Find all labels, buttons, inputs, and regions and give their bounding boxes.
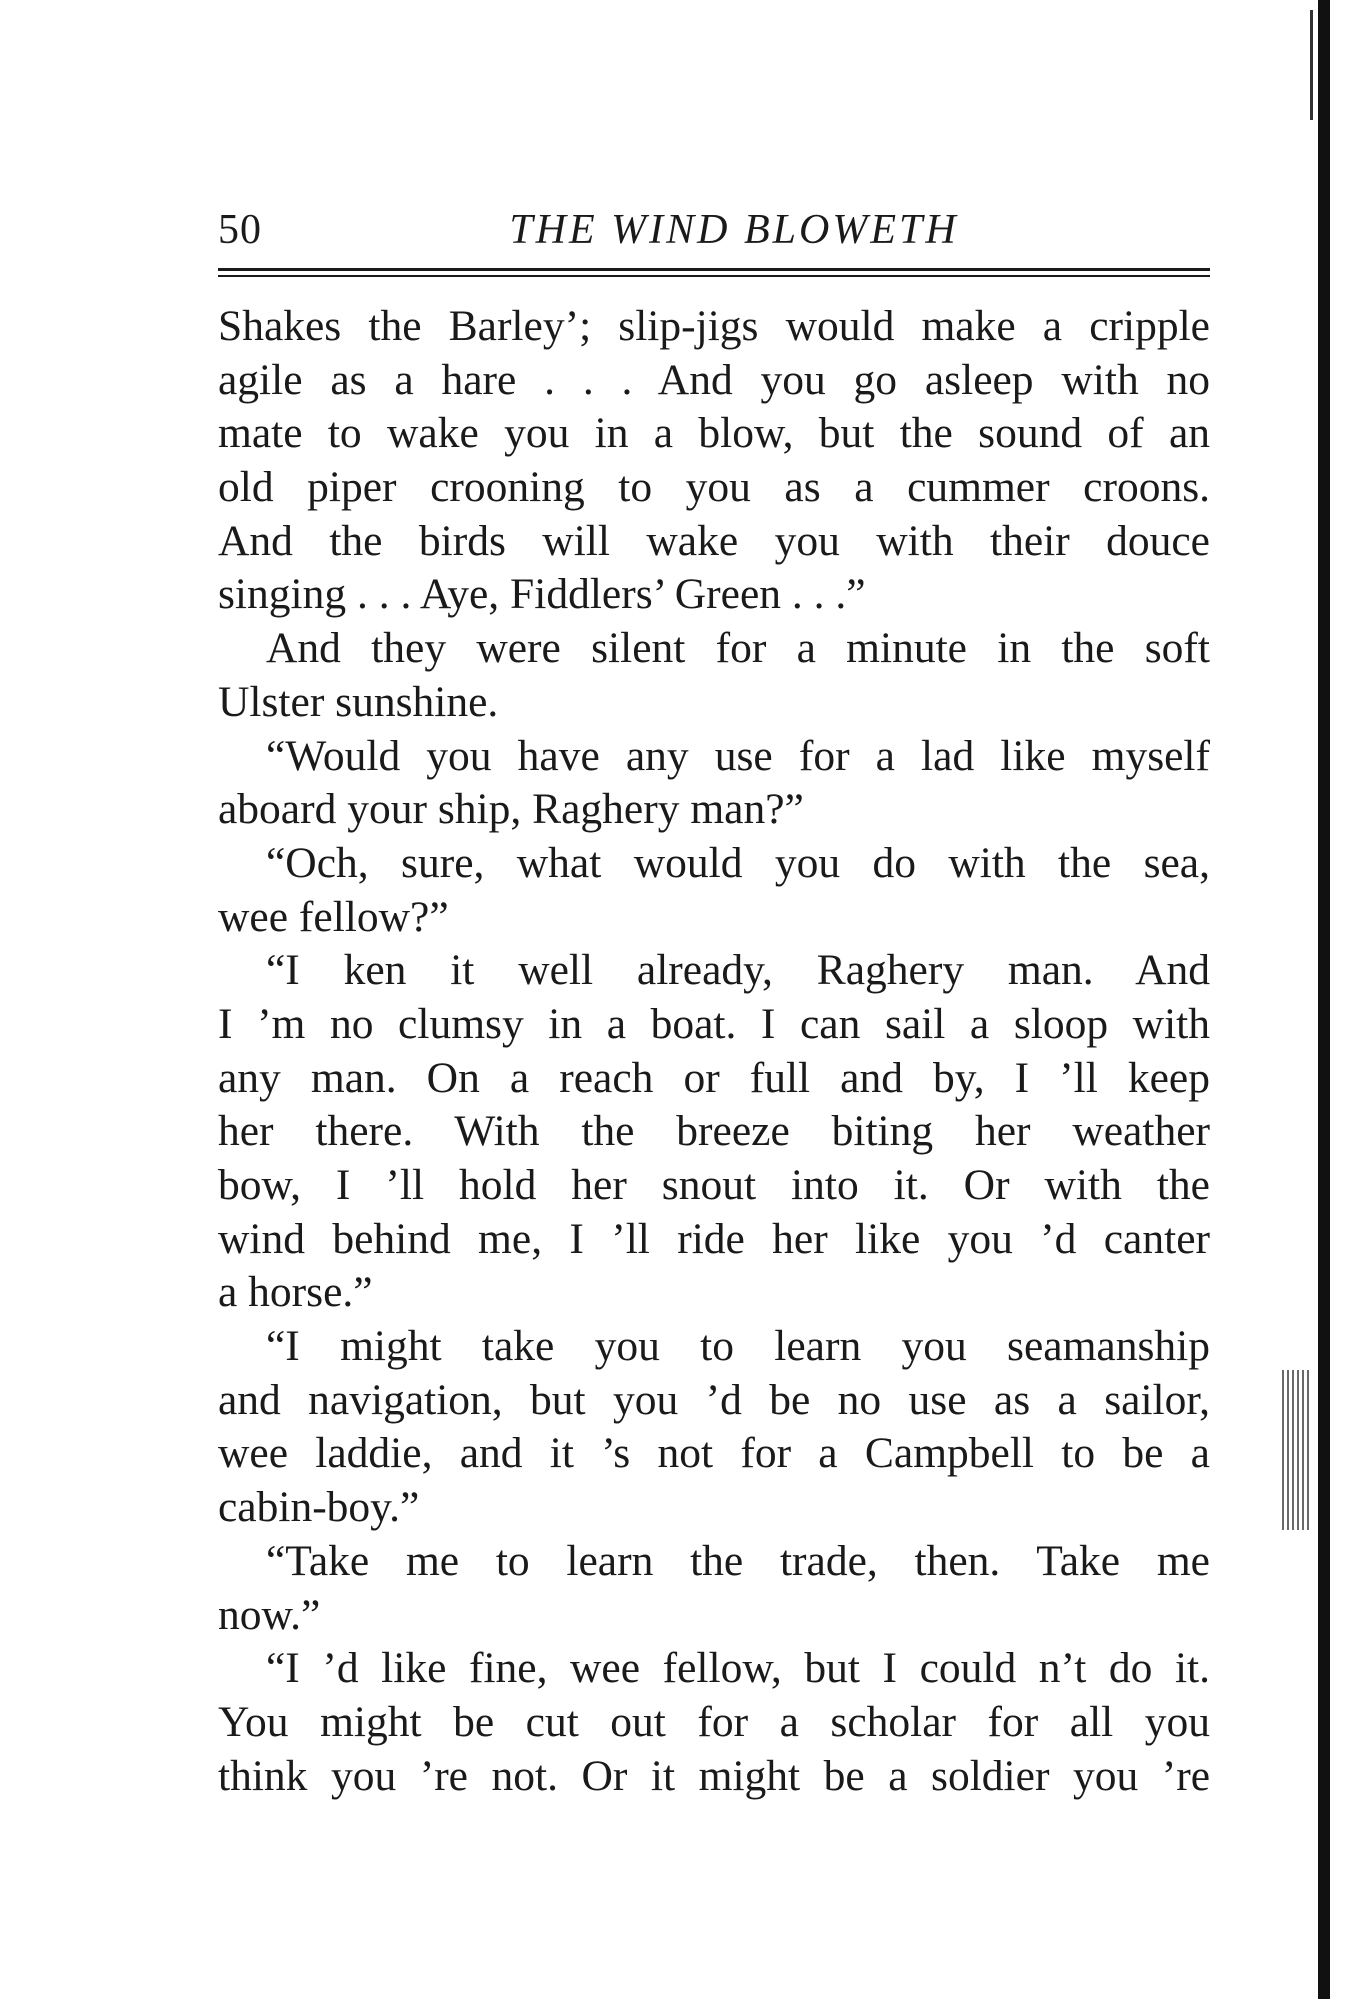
- text-line: a horse.”: [218, 1268, 373, 1317]
- page-edge-mark: [1310, 10, 1313, 120]
- text-line: “I ken it well already, Raghery man. And: [266, 946, 1210, 995]
- text-line: her there. With the breeze biting her weather: [218, 1107, 1210, 1156]
- text-line: wind behind me, I ’ll ride her like you ’d canter: [218, 1214, 1210, 1263]
- page-header: [218, 206, 1210, 262]
- running-title: THE WIND BLOWETH: [509, 207, 959, 253]
- text-line: “Take me to learn the trade, then. Take me: [266, 1536, 1210, 1585]
- text-line: And the birds will wake you with their douce: [218, 516, 1210, 565]
- page-number: 50: [218, 207, 262, 253]
- text-line: cabin-boy.”: [218, 1483, 420, 1532]
- text-line: You might be cut out for a scholar for all you: [218, 1697, 1210, 1746]
- text-line: Ulster sunshine.: [218, 677, 499, 726]
- text-line: Shakes the Barley’; slip-jigs would make a cripple: [218, 302, 1210, 350]
- header-rule-secondary: [218, 275, 1210, 277]
- text-line: “I ’d like fine, wee fellow, but I could n’t do it.: [266, 1644, 1210, 1693]
- text-line: bow, I ’ll hold her snout into it. Or with the: [218, 1161, 1210, 1209]
- text-line: wee laddie, and it ’s not for a Campbell to be a: [218, 1429, 1210, 1478]
- page-edge-bar: [1318, 0, 1330, 1999]
- text-line: old piper crooning to you as a cummer croons.: [218, 463, 1210, 512]
- text-line: think you ’re not. Or it might be a soldier you ’re: [218, 1751, 1210, 1800]
- text-line: And they were silent for a minute in the soft: [266, 624, 1210, 673]
- text-line: agile as a hare . . . And you go asleep with no: [218, 355, 1210, 404]
- text-line: “Would you have any use for a lad like myself: [266, 731, 1210, 780]
- text-line: singing . . . Aye, Fiddlers’ Green . . .”: [218, 570, 866, 619]
- text-line: now.”: [218, 1590, 321, 1639]
- text-line: any man. On a reach or full and by, I ’ll keep: [218, 1053, 1210, 1102]
- text-line: “I might take you to learn you seamanship: [266, 1322, 1210, 1371]
- page-edge-shadow: [1282, 1370, 1312, 1530]
- text-line: and navigation, but you ’d be no use as a sailor,: [218, 1375, 1210, 1424]
- text-line: I ’m no clumsy in a boat. I can sail a sloop with: [218, 999, 1210, 1048]
- text-line: mate to wake you in a blow, but the sound of an: [218, 409, 1210, 458]
- body-text: [218, 300, 1210, 1803]
- text-line: aboard your ship, Raghery man?”: [218, 785, 804, 834]
- header-rule: [218, 268, 1210, 271]
- text-line: “Och, sure, what would you do with the sea,: [266, 838, 1210, 887]
- text-line: wee fellow?”: [218, 892, 449, 941]
